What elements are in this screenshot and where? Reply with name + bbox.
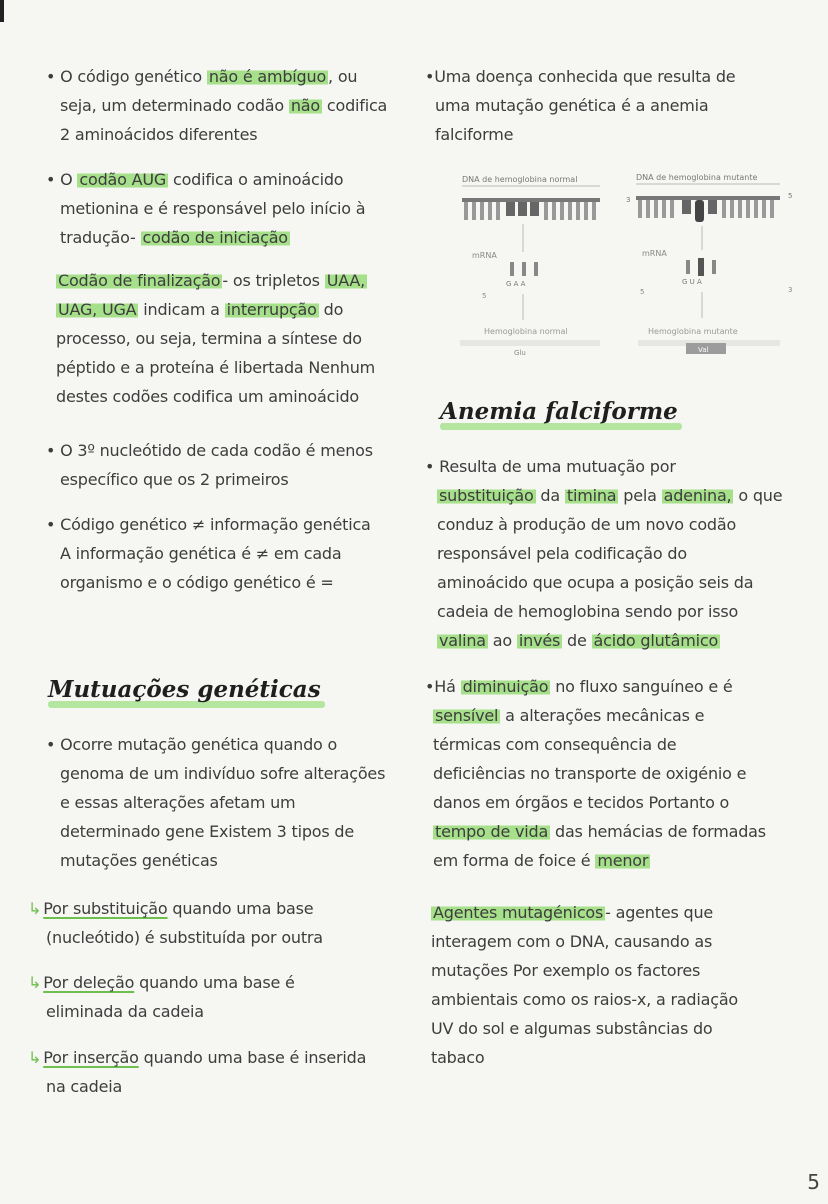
svg-text:5: 5 — [640, 288, 645, 296]
paragraph-stop-codons: Codão de finalização - os tripletos UAA, UAG, UGA indicam a interrupção do processo, ou seja, termina a síntese do péptido e a proteína é libertada Nenhum destes codões codifica um aminoácido — [56, 271, 376, 406]
mrna-label-mutant: mRNA — [642, 249, 667, 258]
paragraph-insertion: ↳ Por inserção quando uma base é inserida na cadeia — [28, 1048, 367, 1096]
normal-hemoglobin-label: Hemoglobina normal — [484, 327, 568, 336]
mutant-hemoglobin-label: Hemoglobina mutante — [648, 327, 738, 336]
mrna-label-normal: mRNA — [472, 251, 497, 260]
svg-text:3: 3 — [788, 286, 793, 294]
val-label: Val — [698, 346, 709, 354]
paragraph-mutagenic-agents: Agentes mutagénicos - agentes que interagem com o DNA, causando as mutações Por exemplo os factores ambientais como os raios-x, a radiação UV do sol e algumas substâncias do tabaco — [431, 903, 739, 1067]
paragraph-genetic-code-vs-information: • Código genético ≠ informação genética A informação genética é ≠ em cada organismo e o código genético é = — [46, 515, 371, 592]
heading-genetic-mutations: Mutuações genéticas — [48, 676, 321, 703]
paragraph-deletion: ↳ Por deleção quando uma base é eliminada da cadeia — [28, 973, 295, 1021]
page-number: 5 — [807, 1170, 820, 1194]
svg-text:5: 5 — [482, 292, 487, 300]
page-edge-mark — [0, 0, 4, 22]
paragraph-sickle-cell-cause: • Resulta de uma mutuação por substituição da timina pela adenina, o que conduz à produção de um novo codão responsável pela codificação do aminoácido que ocupa a posição seis da cadeia de hemoglobina sendo por isso valina ao invés de ácido glutâmico — [425, 457, 783, 650]
glu-label: Glu — [514, 349, 526, 357]
codon-mutant: G U A — [682, 278, 702, 286]
paragraph-substitution: ↳ Por substituição quando uma base (nucleótido) é substituída por outra — [28, 899, 323, 947]
heading-sickle-cell-anemia: Anemia falciforme — [440, 398, 678, 425]
normal-dna-strand — [462, 198, 600, 220]
paragraph-sickle-cell-intro: •Uma doença conhecida que resulta de uma mutação genética é a anemia falciforme — [425, 67, 736, 144]
paragraph-code-not-ambiguous: • O código genético não é ambíguo , ou seja, um determinado codão não codifica 2 aminoácidos diferentes — [46, 67, 388, 144]
mutant-dna-title: DNA de hemoglobina mutante — [636, 173, 758, 182]
mutant-dna-strand — [626, 192, 792, 222]
paragraph-sickle-cell-effects: •Há diminuição no fluxo sanguíneo e é sensível a alterações mecânicas e térmicas com consequência de deficiências no transporte de oxigénio e danos em órgãos e tecidos Portanto o tempo de vida das hemácias de formadas em forma de foice é menor — [425, 677, 766, 870]
svg-text:5: 5 — [788, 192, 793, 200]
paragraph-third-nucleotide: • O 3º nucleótido de cada codão é menos específico que os 2 primeiros — [46, 441, 373, 489]
svg-text:3: 3 — [626, 196, 631, 204]
paragraph-mutation-definition: • Ocorre mutação genética quando o genoma de um indivíduo sofre alterações e essas alterações afetam um determinado gene Existem 3 tipos de mutações genéticas — [46, 735, 386, 870]
hemoglobin-mutation-diagram — [450, 160, 800, 365]
normal-dna-title: DNA de hemoglobina normal — [462, 175, 578, 184]
paragraph-codon-aug: • O codão AUG codifica o aminoácido metionina e é responsável pelo início à tradução- codão de iniciação — [46, 170, 366, 247]
codon-normal: G A A — [506, 280, 526, 288]
